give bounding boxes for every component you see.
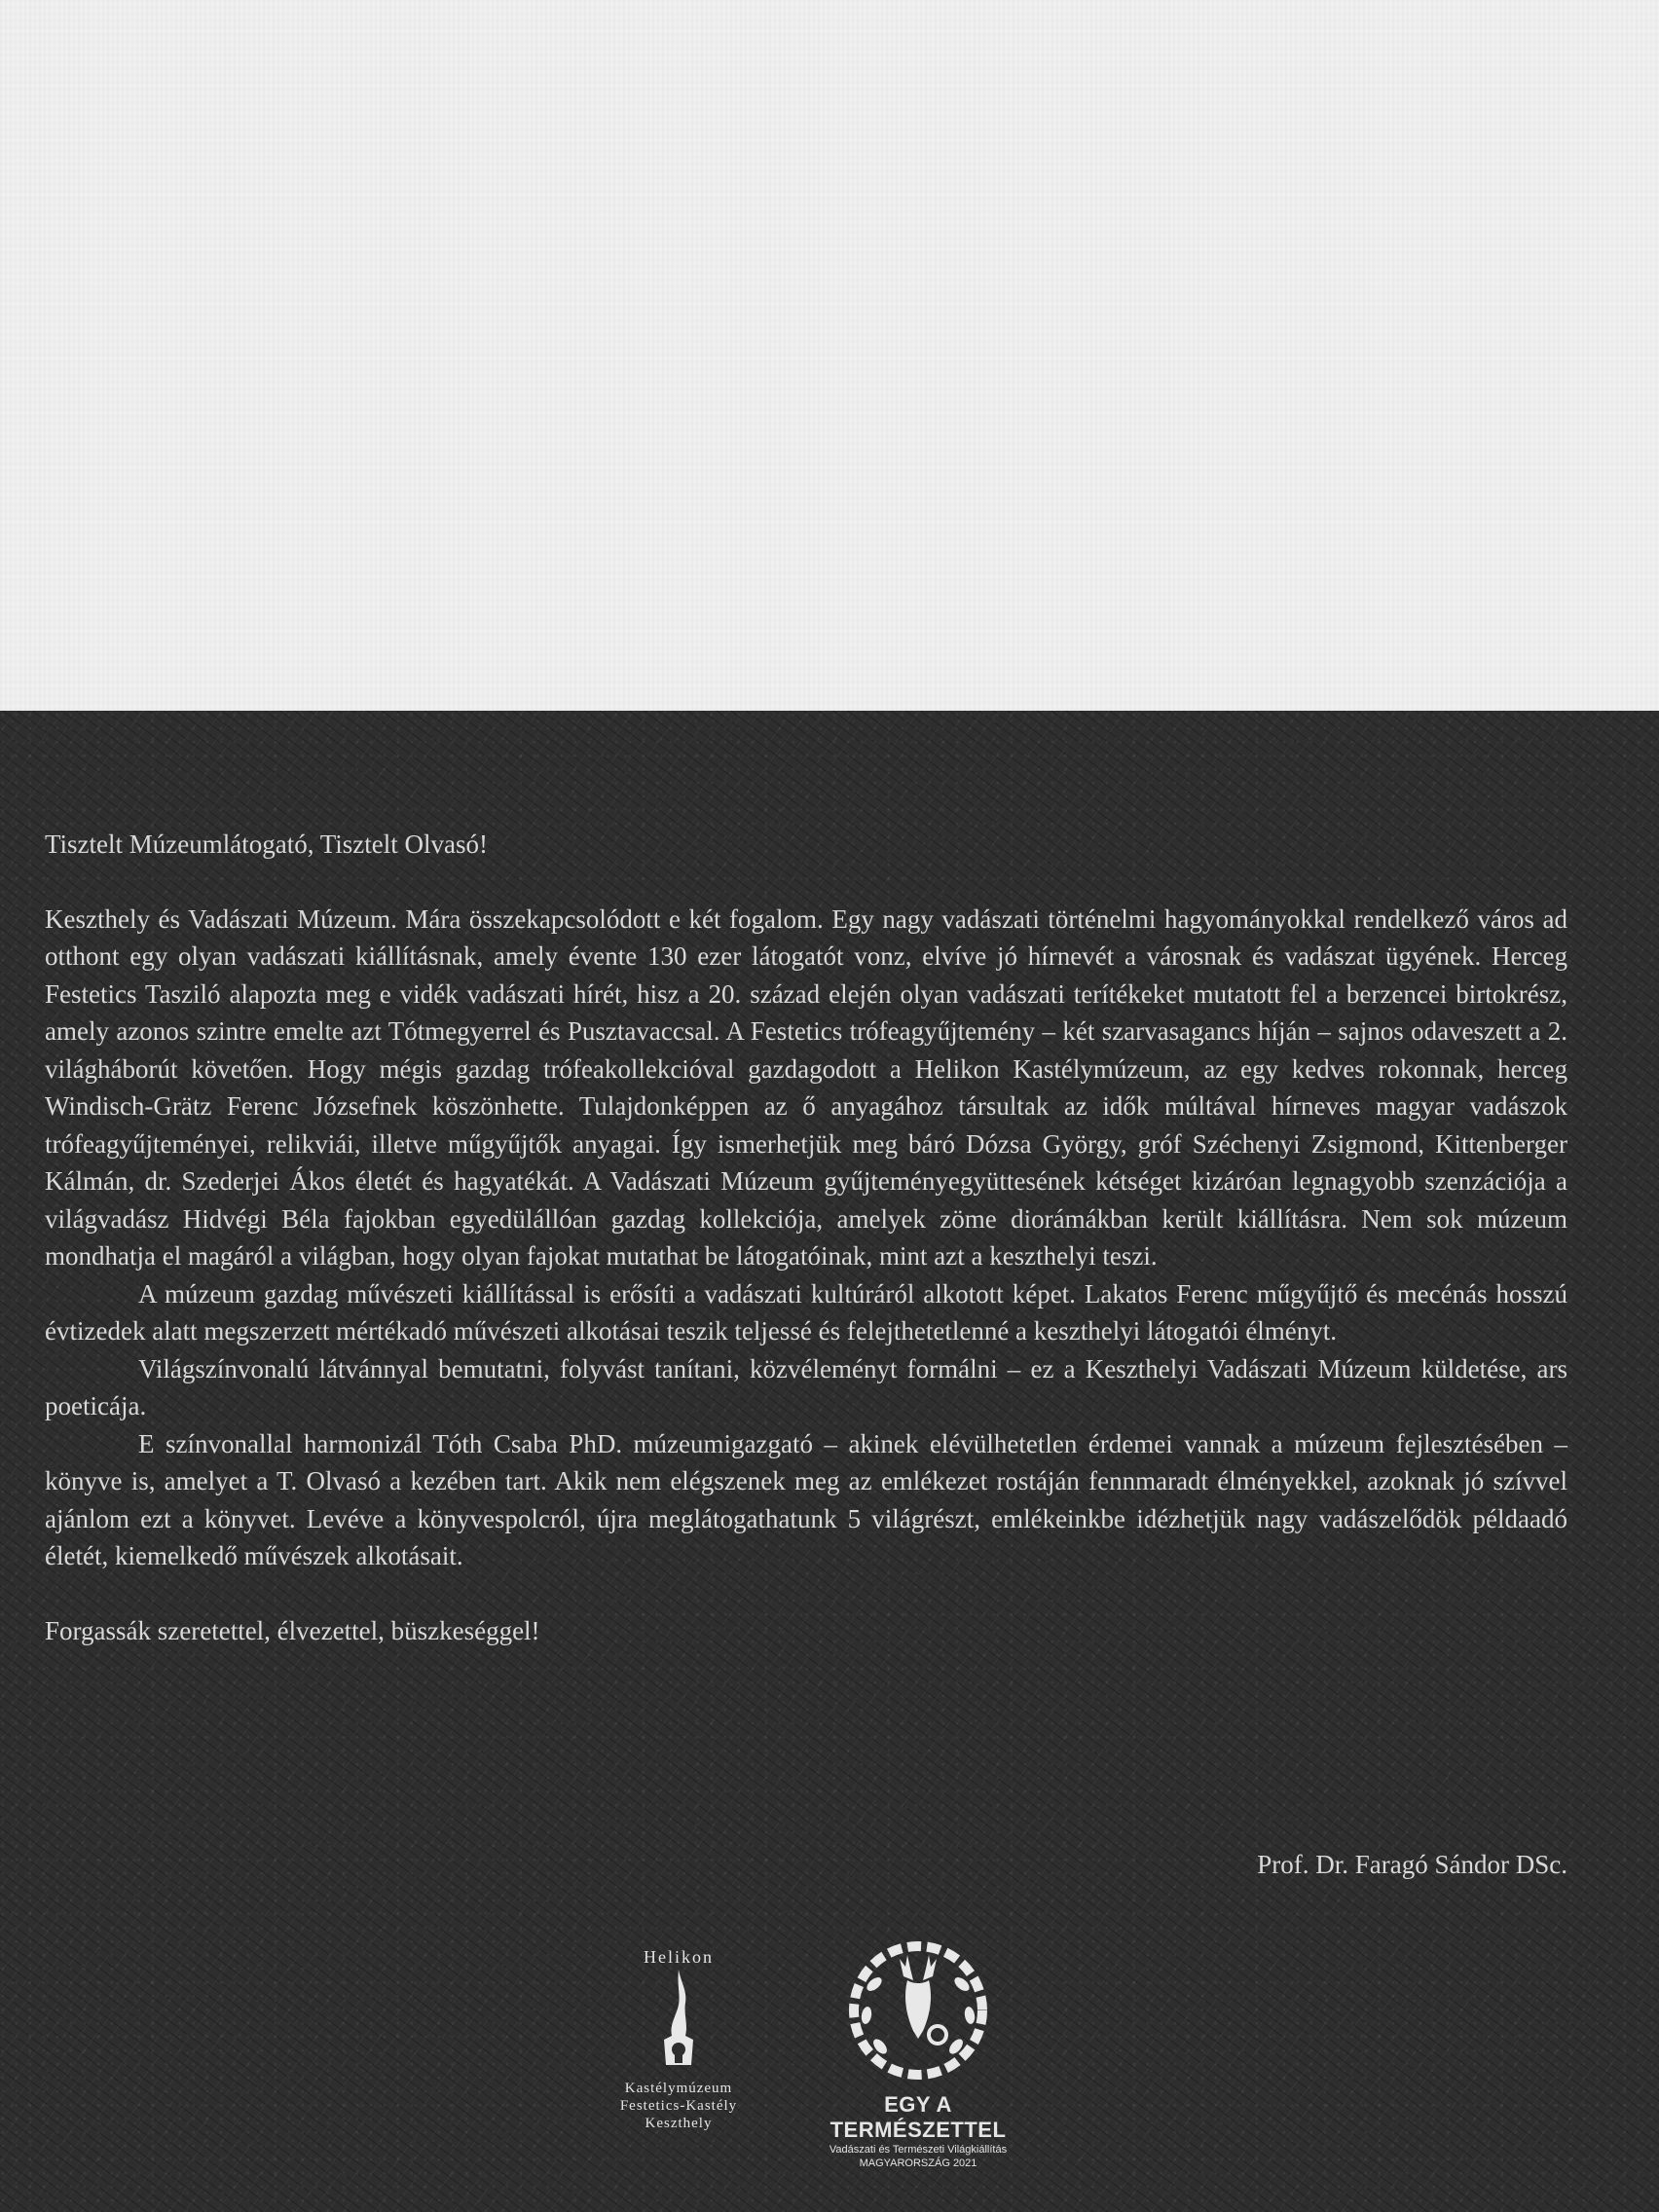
letter-greeting: Tisztelt Múzeumlátogató, Tisztelt Olvasó! — [45, 830, 488, 859]
helikon-line3: Keszthely — [645, 2116, 713, 2131]
helikon-line1: Kastélymúzeum — [624, 2081, 733, 2096]
helikon-line2: Festetics-Kastély — [619, 2098, 738, 2114]
deer-wreath-icon — [845, 1937, 991, 2083]
letter-body — [45, 826, 1567, 1649]
blank-paper-area — [0, 0, 1659, 711]
letter-paragraph: Világszínvonalú látvánnyal bemutatni, folyvást tanítani, közvéleményt formálni – ez a Keszthelyi Vadászati Múzeum küldetése, ars poeticája. — [45, 1353, 1567, 1420]
letter-paragraph: Keszthely és Vadászati Múzeum. Mára összekapcsolódott e két fogalom. Egy nagy vadászati történelmi hagyományokkal rendelkező város ad otthont egy olyan vadászati kiállításnak, amely évente 130 ezer látogatót vonz, elvíve jó hírnevét a városnak és vadászat ügyének. Herceg Festetics Tasziló alapozta meg e vidék vadászati hírét, hisz a 20. század elején olyan vadászati terítékeket mutatott fel a berzencei birtokrész, amely azonos szintre emelte azt Tótmegyerrel és Pusztavaccsal. A Festetics trófeagyűjtemény – két szarvasagancs híján – sajnos odaveszett a 2. világháborút követően. Hogy mégis gazdag trófeakollekcióval gazdagodott a Helikon Kastélymúzeum, az egy kedves rokonnak, herceg Windisch-Grätz Ferenc Józsefnek köszönhette. Tulajdonképpen az ő anyagához társultak az idők múltával hírneves magyar vadászok trófeagyűjteményei, relikviái, illetve műgyűjtők anyagai. Így ismerhetjük meg báró Dózsa György, gróf Széchenyi Zsigmond, Kittenberger Kálmán, dr. Szederjei Ákos életét és hagyatékát. A Vadászati Múzeum gyűjteményegyüttesének kétséget kizáróan legnagyobb szenzációja a világvadász Hidvégi Béla fajokban egyedülállóan gazdag kollekciója, amelyek zöme diorámákban került kiállításra. Nem sok múzeum mondhatja el magáról a világban, hogy olyan fajokat mutathat be látogatóinak, mint azt a keszthelyi teszi. — [45, 903, 1567, 1271]
logo-row — [0, 1937, 1659, 2191]
letter-closing: Forgassák szeretettel, élvezettel, büszkeséggel! — [45, 1615, 540, 1645]
egy-a-termeszettel-logo — [796, 1937, 1040, 2169]
tower-icon — [645, 1968, 713, 2075]
helikon-name: Helikon — [644, 1947, 714, 1967]
egy-country: MAGYARORSZÁG 2021 — [859, 2157, 977, 2169]
letter-paragraph: A múzeum gazdag művészeti kiállítással is erősíti a vadászati kultúráról alkotott képet. Lakatos Ferenc műgyűjtő és mecénás hosszú évtizedek alatt megszerzett mértékadó művészeti alkotásai teszik teljessé és felejthetetlenné a keszthelyi látogatói élményt. — [45, 1278, 1567, 1346]
helikon-logo — [596, 1947, 761, 2132]
egy-title: EGY A TERMÉSZETTEL — [830, 2092, 1007, 2142]
egy-subtitle: Vadászati és Természeti Világkiállítás — [829, 2144, 1008, 2156]
letter-signature: Prof. Dr. Faragó Sándor DSc. — [1257, 1850, 1567, 1879]
letter-paragraph: E színvonallal harmonizál Tóth Csaba PhD. múzeumigazgató – akinek elévülhetetlen érdemei vannak a múzeum fejlesztésében – könyve is, amelyet a T. Olvasó a kezében tart. Akik nem elégszenek meg az emlékezet rostáján fennmaradt élményekkel, azoknak jó szívvel ajánlom ezt a könyvet. Levéve a könyvespolcról, újra meglátogathatunk 5 világrészt, emlékeinkbe idézhetjük nagy vadászelődök példaadó életét, kiemelkedő művészek alkotásait. — [45, 1428, 1567, 1570]
